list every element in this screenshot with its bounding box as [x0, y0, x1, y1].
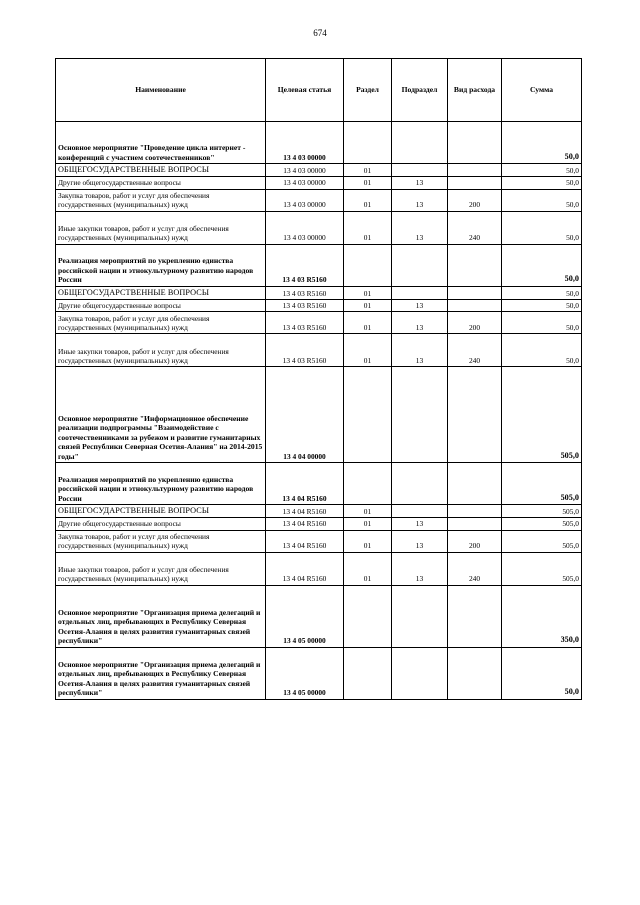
row-expense-type: [448, 518, 502, 530]
row-name: ОБЩЕГОСУДАРСТВЕННЫЕ ВОПРОСЫ: [56, 505, 266, 518]
row-name: Основное мероприятие "Организация приема делегаций и отдельных лиц, пребывающих в Республику Северная Осетия-Алания в целях развития гуманитарных связей республики": [56, 647, 266, 699]
row-section: [344, 244, 392, 286]
row-subsection: 13: [392, 211, 448, 244]
row-expense-type: 200: [448, 189, 502, 211]
row-section: 01: [344, 299, 392, 311]
row-subsection: [392, 367, 448, 463]
row-expense-type: 200: [448, 312, 502, 334]
row-target-article: 13 4 04 R5160: [266, 518, 344, 530]
row-target-article: 13 4 04 R5160: [266, 505, 344, 518]
row-name: ОБЩЕГОСУДАРСТВЕННЫЕ ВОПРОСЫ: [56, 286, 266, 299]
table-row: [56, 164, 582, 177]
row-target-article: 13 4 04 00000: [266, 367, 344, 463]
table-header-row: [56, 59, 582, 122]
row-section: [344, 367, 392, 463]
row-expense-type: 240: [448, 334, 502, 367]
row-target-article: 13 4 05 00000: [266, 647, 344, 699]
table-row: [56, 530, 582, 552]
row-subsection: 13: [392, 312, 448, 334]
row-amount: 505,0: [502, 552, 582, 585]
row-amount: 505,0: [502, 505, 582, 518]
table-row: [56, 585, 582, 647]
header-amount: Сумма: [502, 59, 582, 122]
row-name: Другие общегосударственные вопросы: [56, 299, 266, 311]
row-subsection: [392, 286, 448, 299]
row-target-article: 13 4 03 00000: [266, 189, 344, 211]
row-name: Иные закупки товаров, работ и услуг для обеспечения государственных (муниципальных) нужд: [56, 211, 266, 244]
row-expense-type: [448, 299, 502, 311]
header-section: Раздел: [344, 59, 392, 122]
table-row: [56, 367, 582, 463]
row-section: [344, 647, 392, 699]
row-section: 01: [344, 530, 392, 552]
row-amount: 50,0: [502, 647, 582, 699]
row-subsection: 13: [392, 518, 448, 530]
page-number: 674: [313, 28, 327, 38]
row-subsection: [392, 164, 448, 177]
row-subsection: 13: [392, 189, 448, 211]
row-section: 01: [344, 286, 392, 299]
row-expense-type: [448, 122, 502, 164]
row-target-article: 13 4 03 00000: [266, 211, 344, 244]
row-section: 01: [344, 189, 392, 211]
table-row: [56, 122, 582, 164]
row-section: 01: [344, 505, 392, 518]
row-expense-type: [448, 505, 502, 518]
row-amount: 350,0: [502, 585, 582, 647]
row-name: Основное мероприятие "Информационное обеспечение реализации подпрограммы "Взаимодействие с соотечественниками за рубежом и развитие гуманитарных связей Республики Северная Осетия-Алания" на 2014-2015 годы": [56, 367, 266, 463]
table-row: [56, 463, 582, 505]
row-amount: 50,0: [502, 164, 582, 177]
row-name: Другие общегосударственные вопросы: [56, 177, 266, 189]
row-subsection: [392, 585, 448, 647]
row-expense-type: [448, 177, 502, 189]
row-amount: 505,0: [502, 530, 582, 552]
row-expense-type: [448, 463, 502, 505]
row-amount: 50,0: [502, 211, 582, 244]
row-name: ОБЩЕГОСУДАРСТВЕННЫЕ ВОПРОСЫ: [56, 164, 266, 177]
table-body: [56, 122, 582, 700]
row-amount: 50,0: [502, 189, 582, 211]
row-expense-type: [448, 286, 502, 299]
row-amount: 505,0: [502, 367, 582, 463]
row-amount: 50,0: [502, 177, 582, 189]
row-target-article: 13 4 04 R5160: [266, 463, 344, 505]
row-section: 01: [344, 552, 392, 585]
row-subsection: 13: [392, 552, 448, 585]
row-subsection: [392, 505, 448, 518]
row-amount: 505,0: [502, 518, 582, 530]
row-name: Закупка товаров, работ и услуг для обеспечения государственных (муниципальных) нужд: [56, 189, 266, 211]
table-row: [56, 189, 582, 211]
header-expense-type: Вид расхода: [448, 59, 502, 122]
table-row: [56, 334, 582, 367]
row-subsection: [392, 244, 448, 286]
row-subsection: [392, 122, 448, 164]
row-expense-type: [448, 585, 502, 647]
row-expense-type: [448, 367, 502, 463]
row-subsection: [392, 463, 448, 505]
row-target-article: 13 4 04 R5160: [266, 552, 344, 585]
row-section: 01: [344, 164, 392, 177]
row-target-article: 13 4 05 00000: [266, 585, 344, 647]
row-name: Реализация мероприятий по укреплению единства российской нации и этнокультурному развитию народов России: [56, 244, 266, 286]
header-target-article: Целевая статья: [266, 59, 344, 122]
row-target-article: 13 4 03 00000: [266, 122, 344, 164]
row-subsection: 13: [392, 530, 448, 552]
row-target-article: 13 4 03 R5160: [266, 334, 344, 367]
row-amount: 50,0: [502, 286, 582, 299]
row-target-article: 13 4 03 R5160: [266, 286, 344, 299]
row-name: Реализация мероприятий по укреплению единства российской нации и этнокультурному развитию народов России: [56, 463, 266, 505]
row-name: Основное мероприятие "Проведение цикла интернет - конференций с участием соотечественников": [56, 122, 266, 164]
table-row: [56, 211, 582, 244]
row-subsection: 13: [392, 334, 448, 367]
row-name: Основное мероприятие "Организация приема делегаций и отдельных лиц, пребывающих в Республику Северная Осетия-Алания в целях развития гуманитарных связей республики": [56, 585, 266, 647]
row-amount: 50,0: [502, 299, 582, 311]
table-row: [56, 312, 582, 334]
table-row: [56, 552, 582, 585]
row-section: [344, 463, 392, 505]
row-subsection: 13: [392, 299, 448, 311]
header-name: Наименование: [56, 59, 266, 122]
row-section: [344, 585, 392, 647]
row-expense-type: 200: [448, 530, 502, 552]
row-target-article: 13 4 04 R5160: [266, 530, 344, 552]
row-expense-type: 240: [448, 211, 502, 244]
row-amount: 50,0: [502, 244, 582, 286]
table-row: [56, 244, 582, 286]
table-row: [56, 177, 582, 189]
row-amount: 50,0: [502, 312, 582, 334]
row-name: Иные закупки товаров, работ и услуг для обеспечения государственных (муниципальных) нужд: [56, 334, 266, 367]
row-target-article: 13 4 03 00000: [266, 177, 344, 189]
row-amount: 50,0: [502, 122, 582, 164]
budget-table: [55, 58, 582, 700]
row-target-article: 13 4 03 00000: [266, 164, 344, 177]
row-section: 01: [344, 518, 392, 530]
table-row: [56, 505, 582, 518]
table-row: [56, 518, 582, 530]
row-section: 01: [344, 334, 392, 367]
row-name: Другие общегосударственные вопросы: [56, 518, 266, 530]
row-expense-type: [448, 647, 502, 699]
row-section: 01: [344, 177, 392, 189]
row-name: Закупка товаров, работ и услуг для обеспечения государственных (муниципальных) нужд: [56, 530, 266, 552]
row-amount: 505,0: [502, 463, 582, 505]
row-section: [344, 122, 392, 164]
table-row: [56, 647, 582, 699]
row-section: 01: [344, 312, 392, 334]
row-subsection: [392, 647, 448, 699]
row-amount: 50,0: [502, 334, 582, 367]
table-row: [56, 286, 582, 299]
row-name: Закупка товаров, работ и услуг для обеспечения государственных (муниципальных) нужд: [56, 312, 266, 334]
row-name: Иные закупки товаров, работ и услуг для обеспечения государственных (муниципальных) нужд: [56, 552, 266, 585]
row-expense-type: 240: [448, 552, 502, 585]
row-subsection: 13: [392, 177, 448, 189]
row-expense-type: [448, 164, 502, 177]
header-subsection: Подраздел: [392, 59, 448, 122]
table-row: [56, 299, 582, 311]
row-target-article: 13 4 03 R5160: [266, 299, 344, 311]
row-target-article: 13 4 03 R5160: [266, 244, 344, 286]
row-expense-type: [448, 244, 502, 286]
row-target-article: 13 4 03 R5160: [266, 312, 344, 334]
row-section: 01: [344, 211, 392, 244]
